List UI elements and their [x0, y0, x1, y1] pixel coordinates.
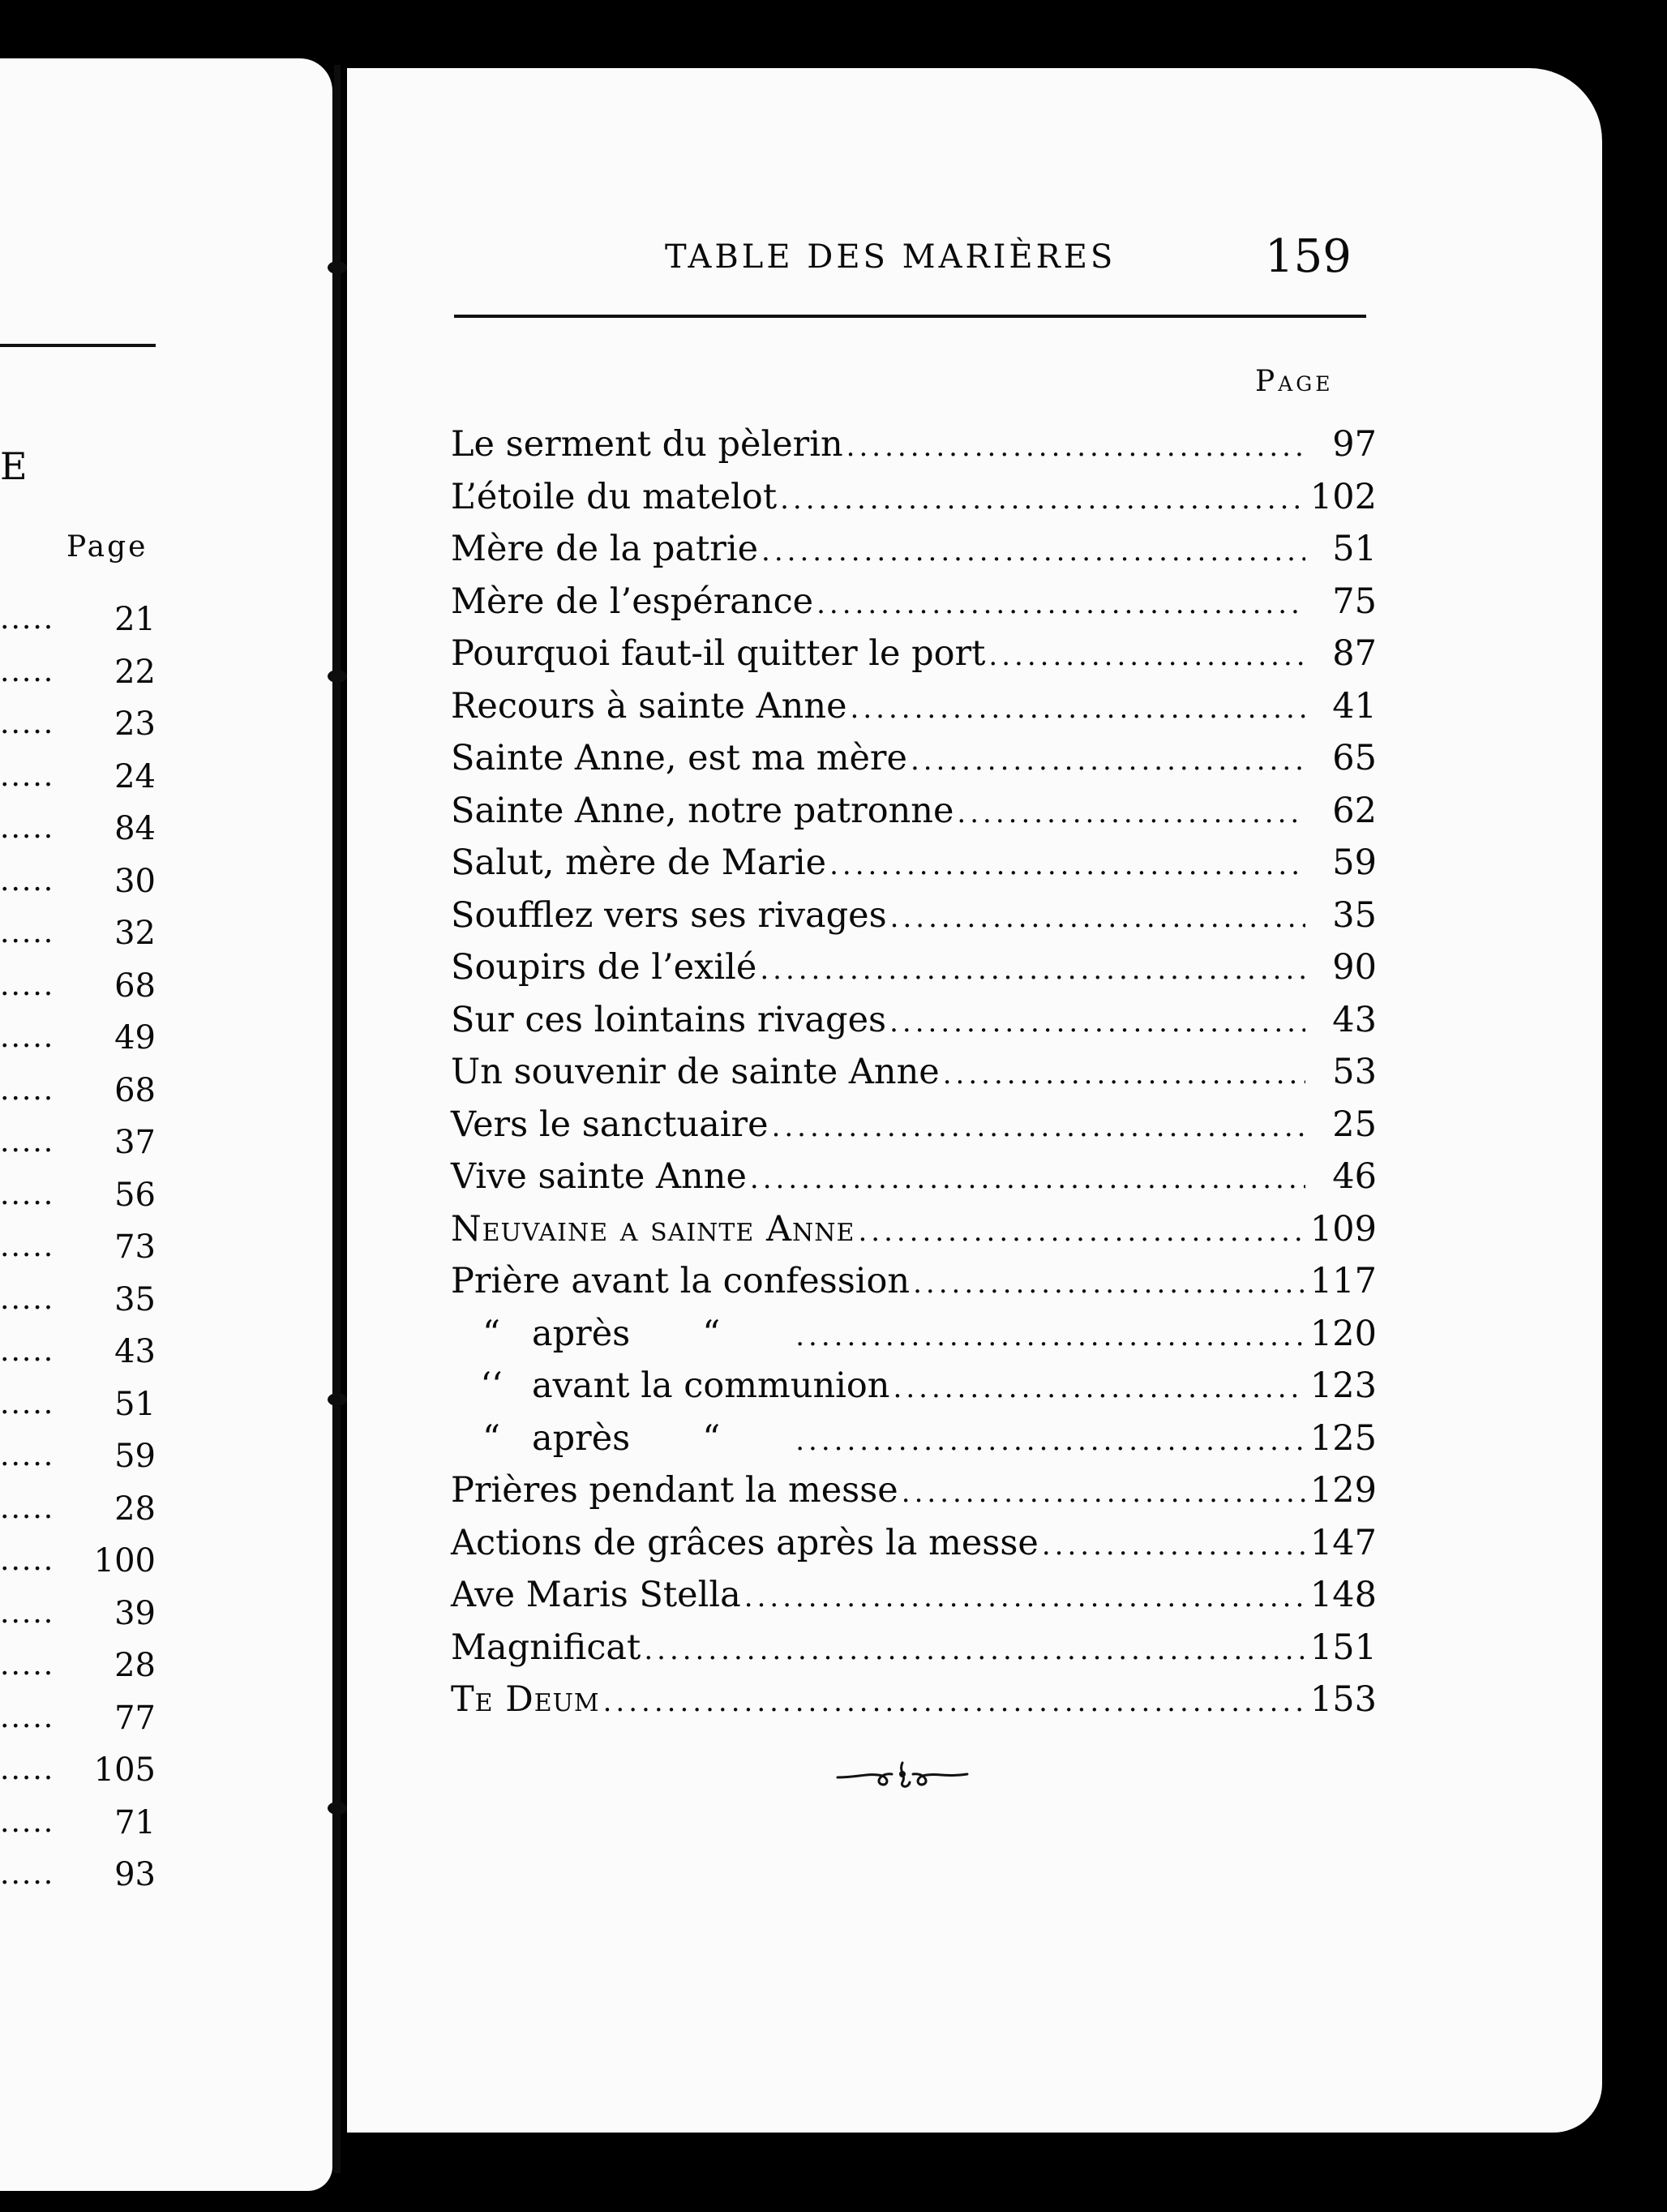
left-page [0, 58, 332, 2191]
leader-dots [760, 944, 1305, 996]
page-number: 23 [114, 705, 156, 744]
leader-dots [829, 839, 1305, 891]
left-toc-row [0, 1378, 162, 1431]
left-toc-row [0, 1692, 162, 1745]
leader-dots [911, 735, 1305, 787]
tailpiece-ornament-icon [834, 1755, 971, 1795]
toc-entry-page: 62 [1332, 790, 1377, 831]
page-number: 56 [114, 1176, 156, 1214]
page-number: 84 [114, 810, 156, 848]
page-number: 30 [114, 862, 156, 900]
toc-entry-ditto [451, 1360, 1377, 1413]
toc-entry-ditto [451, 1413, 1377, 1465]
book-spine [334, 65, 341, 2173]
left-heading-fragment: E [0, 444, 28, 488]
toc-entry-page: 43 [1332, 999, 1377, 1040]
leader-dots: ..... [0, 1596, 55, 1630]
left-toc-row [0, 1065, 162, 1117]
toc-entry-title: Actions de grâces après la messe [451, 1522, 1039, 1563]
page-number: 93 [114, 1856, 156, 1894]
leader-dots [795, 1415, 1305, 1467]
toc-entry [451, 1517, 1377, 1570]
page-number: 28 [114, 1490, 156, 1528]
left-toc-row [0, 960, 162, 1013]
left-toc-row [0, 698, 162, 751]
leader-dots [957, 787, 1305, 839]
binding-knot [328, 1393, 347, 1406]
left-header-rule [0, 344, 156, 347]
toc-entry-title: Mère de la patrie [451, 529, 759, 569]
toc-entry-page: 123 [1309, 1365, 1377, 1406]
leader-dots: ..... [0, 759, 55, 793]
page-number: 43 [114, 1333, 156, 1371]
leader-dots: ..... [0, 1021, 55, 1055]
leader-dots [744, 1571, 1305, 1623]
left-toc-row [0, 1588, 162, 1640]
leader-dots: ..... [0, 707, 55, 741]
page-number: 68 [114, 1071, 156, 1109]
left-toc-row [0, 1274, 162, 1327]
toc-entry-title: Vers le sanctuaire [451, 1104, 769, 1145]
toc-entry-title: Soufflez vers ses rivages [451, 894, 887, 936]
toc-entry-word: avant la communion [532, 1365, 890, 1406]
leader-dots [761, 525, 1305, 577]
header-rule [454, 315, 1366, 318]
toc-entry [451, 890, 1377, 942]
left-toc-row [0, 1797, 162, 1850]
page-number: 100 [93, 1542, 156, 1580]
toc-entry [451, 628, 1377, 680]
toc-entry-page: 97 [1332, 424, 1377, 465]
leader-dots: ..... [0, 1439, 55, 1473]
leader-dots: ..... [0, 1648, 55, 1683]
leader-dots: ..... [0, 654, 55, 688]
running-head: TABLE DES MARIÈRES [665, 238, 1116, 276]
toc-entry [451, 1464, 1377, 1517]
left-toc-row [0, 1012, 162, 1065]
left-toc-row [0, 1169, 162, 1222]
page-number-folio: 159 [1265, 230, 1352, 283]
toc-entry [451, 471, 1377, 524]
toc-entry-title: Un souvenir de sainte Anne [451, 1052, 940, 1092]
toc-entry [451, 732, 1377, 785]
toc-entry [451, 576, 1377, 628]
leader-dots: ..... [0, 1858, 55, 1892]
leader-dots: ..... [0, 1387, 55, 1421]
leader-dots: ..... [0, 1805, 55, 1839]
toc-entry-page: 87 [1332, 633, 1377, 674]
toc-entry-title: Le serment du pèlerin [451, 424, 843, 465]
page-number: 28 [114, 1647, 156, 1685]
toc-entry-ditto [451, 1308, 1377, 1361]
toc-entry-page: 109 [1309, 1208, 1377, 1250]
left-toc-row [0, 907, 162, 960]
left-toc-row [0, 1117, 162, 1169]
toc-entry [451, 418, 1377, 471]
toc-entry-title: Magnificat [451, 1627, 641, 1668]
toc-entry-page: 51 [1332, 529, 1377, 569]
left-toc-list [0, 594, 162, 1901]
leader-dots [943, 1048, 1305, 1100]
toc-entry-title: Salut, mère de Marie [451, 842, 827, 883]
page-number: 71 [114, 1803, 156, 1841]
leader-dots [816, 578, 1305, 630]
page-number: 68 [114, 967, 156, 1005]
leader-dots [893, 1362, 1305, 1414]
toc-entry-page: 147 [1309, 1522, 1377, 1563]
page-number: 105 [93, 1751, 156, 1790]
ditto-mark: “ [482, 1313, 500, 1354]
toc-entry [451, 941, 1377, 994]
page-number: 49 [114, 1019, 156, 1057]
page-number: 51 [114, 1385, 156, 1423]
toc-entry-title: Te Deum [451, 1679, 600, 1720]
leader-dots: ..... [0, 602, 55, 637]
toc-entry-page: 25 [1332, 1104, 1377, 1145]
ditto-mark: “ [482, 1417, 500, 1459]
ditto-mark: “ [702, 1417, 721, 1459]
toc-entry-page: 75 [1332, 581, 1377, 622]
binding-knot [328, 261, 347, 274]
page-number: 32 [114, 915, 156, 953]
binding-knot [328, 670, 347, 683]
toc-entry [451, 1099, 1377, 1151]
toc-entry [451, 1569, 1377, 1622]
leader-dots: ..... [0, 1700, 55, 1734]
left-toc-row [0, 1483, 162, 1536]
left-toc-row [0, 646, 162, 699]
toc-entry-title [451, 1360, 890, 1412]
toc-entry-title: Ave Maris Stella [451, 1575, 741, 1615]
leader-dots: ..... [0, 812, 55, 846]
leader-dots: ..... [0, 1125, 55, 1160]
leader-dots: ..... [0, 1073, 55, 1107]
toc-entry-title: Prières pendant la messe [451, 1470, 898, 1511]
page-number: 37 [114, 1124, 156, 1162]
toc-entry-page: 59 [1332, 842, 1377, 883]
page-number: 73 [114, 1228, 156, 1267]
left-page-column-label: Page [66, 530, 148, 564]
toc-entry-page: 117 [1309, 1261, 1377, 1301]
toc-entry [451, 1622, 1377, 1674]
left-toc-row [0, 855, 162, 908]
leader-dots [902, 1467, 1305, 1519]
left-toc-row [0, 1430, 162, 1483]
left-toc-row [0, 1326, 162, 1378]
leader-dots: ..... [0, 1753, 55, 1787]
left-toc-row [0, 751, 162, 804]
toc-entry-title: Sur ces lointains rivages [451, 999, 887, 1040]
page-number: 22 [114, 653, 156, 691]
page-number: 35 [114, 1280, 156, 1318]
toc-entry-page: 120 [1309, 1313, 1377, 1354]
leader-dots [772, 1101, 1305, 1153]
toc-entry [451, 994, 1377, 1047]
page-number: 39 [114, 1594, 156, 1632]
table-of-contents [451, 418, 1377, 1726]
leader-dots: ..... [0, 1491, 55, 1525]
toc-entry-page: 129 [1309, 1470, 1377, 1511]
toc-entry [451, 1046, 1377, 1099]
toc-entry-page: 46 [1332, 1156, 1377, 1197]
toc-entry-title: Sainte Anne, notre patronne [451, 790, 954, 831]
page-number: 24 [114, 757, 156, 795]
toc-entry-section [451, 1203, 1377, 1256]
leader-dots [750, 1153, 1305, 1205]
toc-entry-page: 41 [1332, 685, 1377, 727]
ditto-mark: “ [702, 1313, 721, 1354]
toc-entry-title: Recours à sainte Anne [451, 685, 847, 727]
leader-dots [603, 1676, 1305, 1728]
toc-entry [451, 680, 1377, 733]
toc-entry-word: après [532, 1417, 631, 1459]
toc-entry-title [451, 1413, 792, 1464]
left-toc-row [0, 1744, 162, 1797]
left-toc-row [0, 1849, 162, 1901]
left-toc-row [0, 594, 162, 646]
toc-entry [451, 837, 1377, 890]
toc-entry-title: Prière avant la confession [451, 1261, 911, 1301]
toc-entry-section [451, 1674, 1377, 1726]
leader-dots [889, 997, 1305, 1048]
toc-entry [451, 523, 1377, 576]
left-toc-row [0, 803, 162, 855]
toc-entry [451, 785, 1377, 838]
left-toc-row [0, 1221, 162, 1274]
leader-dots: ..... [0, 1282, 55, 1316]
leader-dots [858, 1206, 1305, 1258]
leader-dots: ..... [0, 1544, 55, 1578]
toc-entry [451, 1151, 1377, 1203]
leader-dots [913, 1258, 1305, 1310]
toc-entry-title: L’étoile du matelot [451, 476, 778, 517]
leader-dots [988, 630, 1305, 682]
leader-dots [846, 421, 1305, 473]
leader-dots [795, 1310, 1305, 1362]
page-number: 59 [114, 1438, 156, 1476]
toc-entry-title: Pourquoi faut-il quitter le port [451, 633, 986, 674]
toc-entry-page: 90 [1332, 947, 1377, 988]
left-toc-row [0, 1535, 162, 1588]
leader-dots: ..... [0, 864, 55, 898]
toc-entry-title: Neuvaine a sainte Anne [451, 1208, 855, 1250]
toc-entry [451, 1255, 1377, 1308]
toc-entry-title: Sainte Anne, est ma mère [451, 738, 907, 778]
toc-entry-title [451, 1308, 792, 1360]
toc-entry-title: Soupirs de l’exilé [451, 947, 757, 988]
page-number: 21 [114, 601, 156, 639]
toc-entry-word: après [532, 1313, 631, 1354]
toc-entry-page: 125 [1309, 1417, 1377, 1459]
toc-entry-page: 65 [1332, 738, 1377, 778]
ditto-mark: ‘‘ [480, 1365, 503, 1406]
leader-dots: ..... [0, 968, 55, 1002]
leader-dots [644, 1624, 1305, 1676]
leader-dots [780, 474, 1305, 525]
leader-dots [851, 683, 1305, 735]
leader-dots: ..... [0, 916, 55, 950]
toc-entry-page: 148 [1309, 1575, 1377, 1615]
leader-dots [890, 892, 1305, 944]
toc-entry-page: 102 [1309, 476, 1377, 517]
leader-dots: ..... [0, 1335, 55, 1369]
leader-dots: ..... [0, 1230, 55, 1264]
toc-entry-page: 35 [1332, 894, 1377, 936]
leader-dots: ..... [0, 1177, 55, 1211]
right-page [347, 68, 1602, 2133]
page-number: 77 [114, 1699, 156, 1737]
left-toc-row [0, 1640, 162, 1692]
toc-entry-title: Mère de l’espérance [451, 581, 814, 622]
binding-knot [328, 1802, 347, 1815]
toc-entry-page: 151 [1309, 1627, 1377, 1668]
leader-dots [1042, 1520, 1305, 1571]
toc-entry-title: Vive sainte Anne [451, 1156, 747, 1197]
toc-entry-page: 53 [1332, 1052, 1377, 1092]
toc-entry-page: 153 [1309, 1679, 1377, 1720]
page-column-label: Page [1255, 365, 1334, 398]
